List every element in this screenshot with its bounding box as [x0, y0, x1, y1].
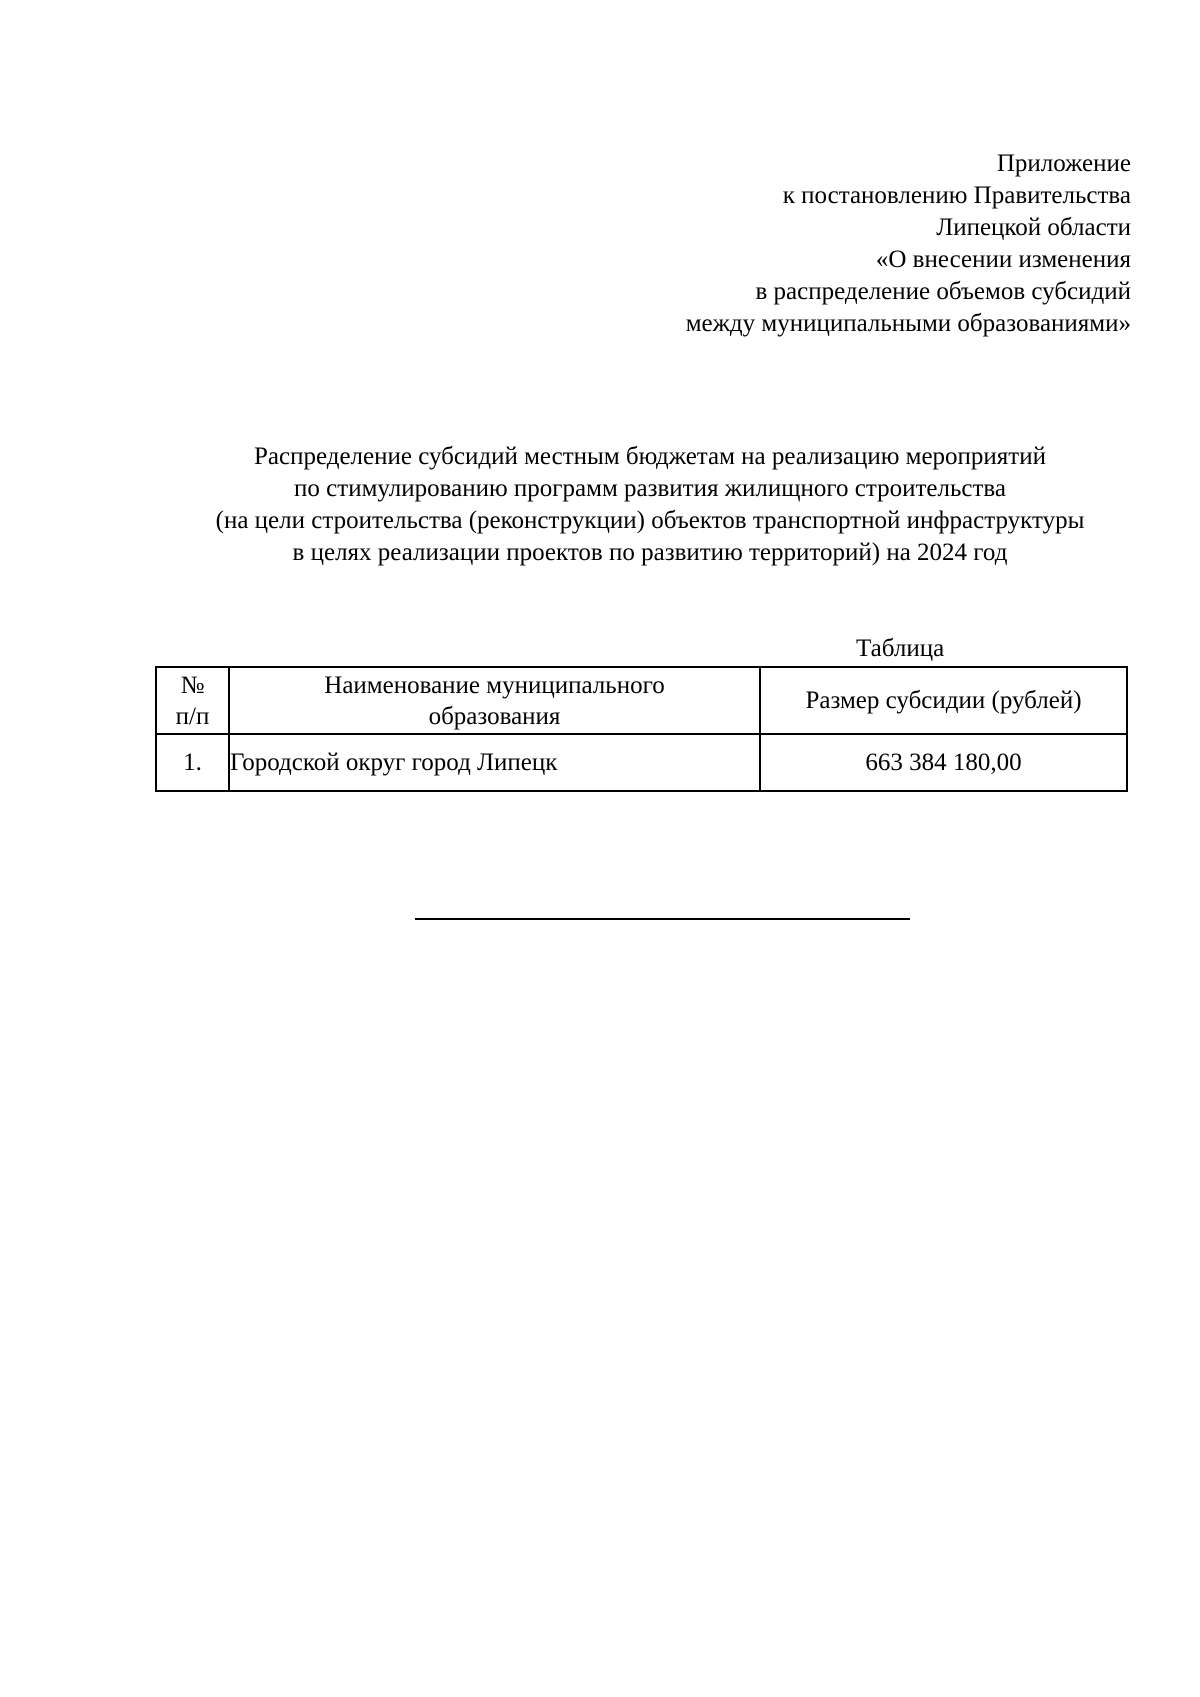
header-number — [156, 667, 229, 734]
closing-divider — [415, 918, 910, 920]
annex-line: «О внесении изменения — [875, 246, 1131, 273]
header-name — [229, 667, 760, 734]
table-header-row — [156, 667, 1127, 734]
document-title — [100, 441, 1200, 569]
annex-line: между муниципальными образованиями» — [685, 310, 1131, 337]
annex-line: к постановлению Правительства — [782, 182, 1131, 209]
subsidy-table — [155, 666, 1128, 792]
row-amount: 663 384 180,00 — [760, 734, 1127, 791]
title-line: по стимулированию программ развития жилищного строительства — [294, 475, 1006, 502]
header-number-line: № — [180, 671, 205, 699]
annex-block — [686, 148, 1131, 340]
title-line: в целях реализации проектов по развитию территорий) на 2024 год — [292, 539, 1008, 566]
header-number-line: п/п — [175, 702, 210, 730]
header-name-line: образования — [428, 702, 561, 730]
annex-line: Липецкой области — [936, 214, 1131, 241]
table-row — [156, 734, 1127, 791]
row-number: 1. — [156, 734, 229, 791]
row-name: Городской округ город Липецк — [229, 734, 760, 791]
header-amount: Размер субсидии (рублей) — [760, 667, 1127, 734]
title-line: Распределение субсидий местным бюджетам на реализацию мероприятий — [254, 443, 1046, 470]
annex-line: в распределение объемов субсидий — [755, 278, 1131, 305]
annex-line: Приложение — [996, 150, 1131, 177]
table-caption: Таблица — [856, 635, 945, 662]
title-line: (на цели строительства (реконструкции) объектов транспортной инфраструктуры — [215, 507, 1085, 534]
header-name-line: Наименование муниципального — [324, 671, 665, 699]
